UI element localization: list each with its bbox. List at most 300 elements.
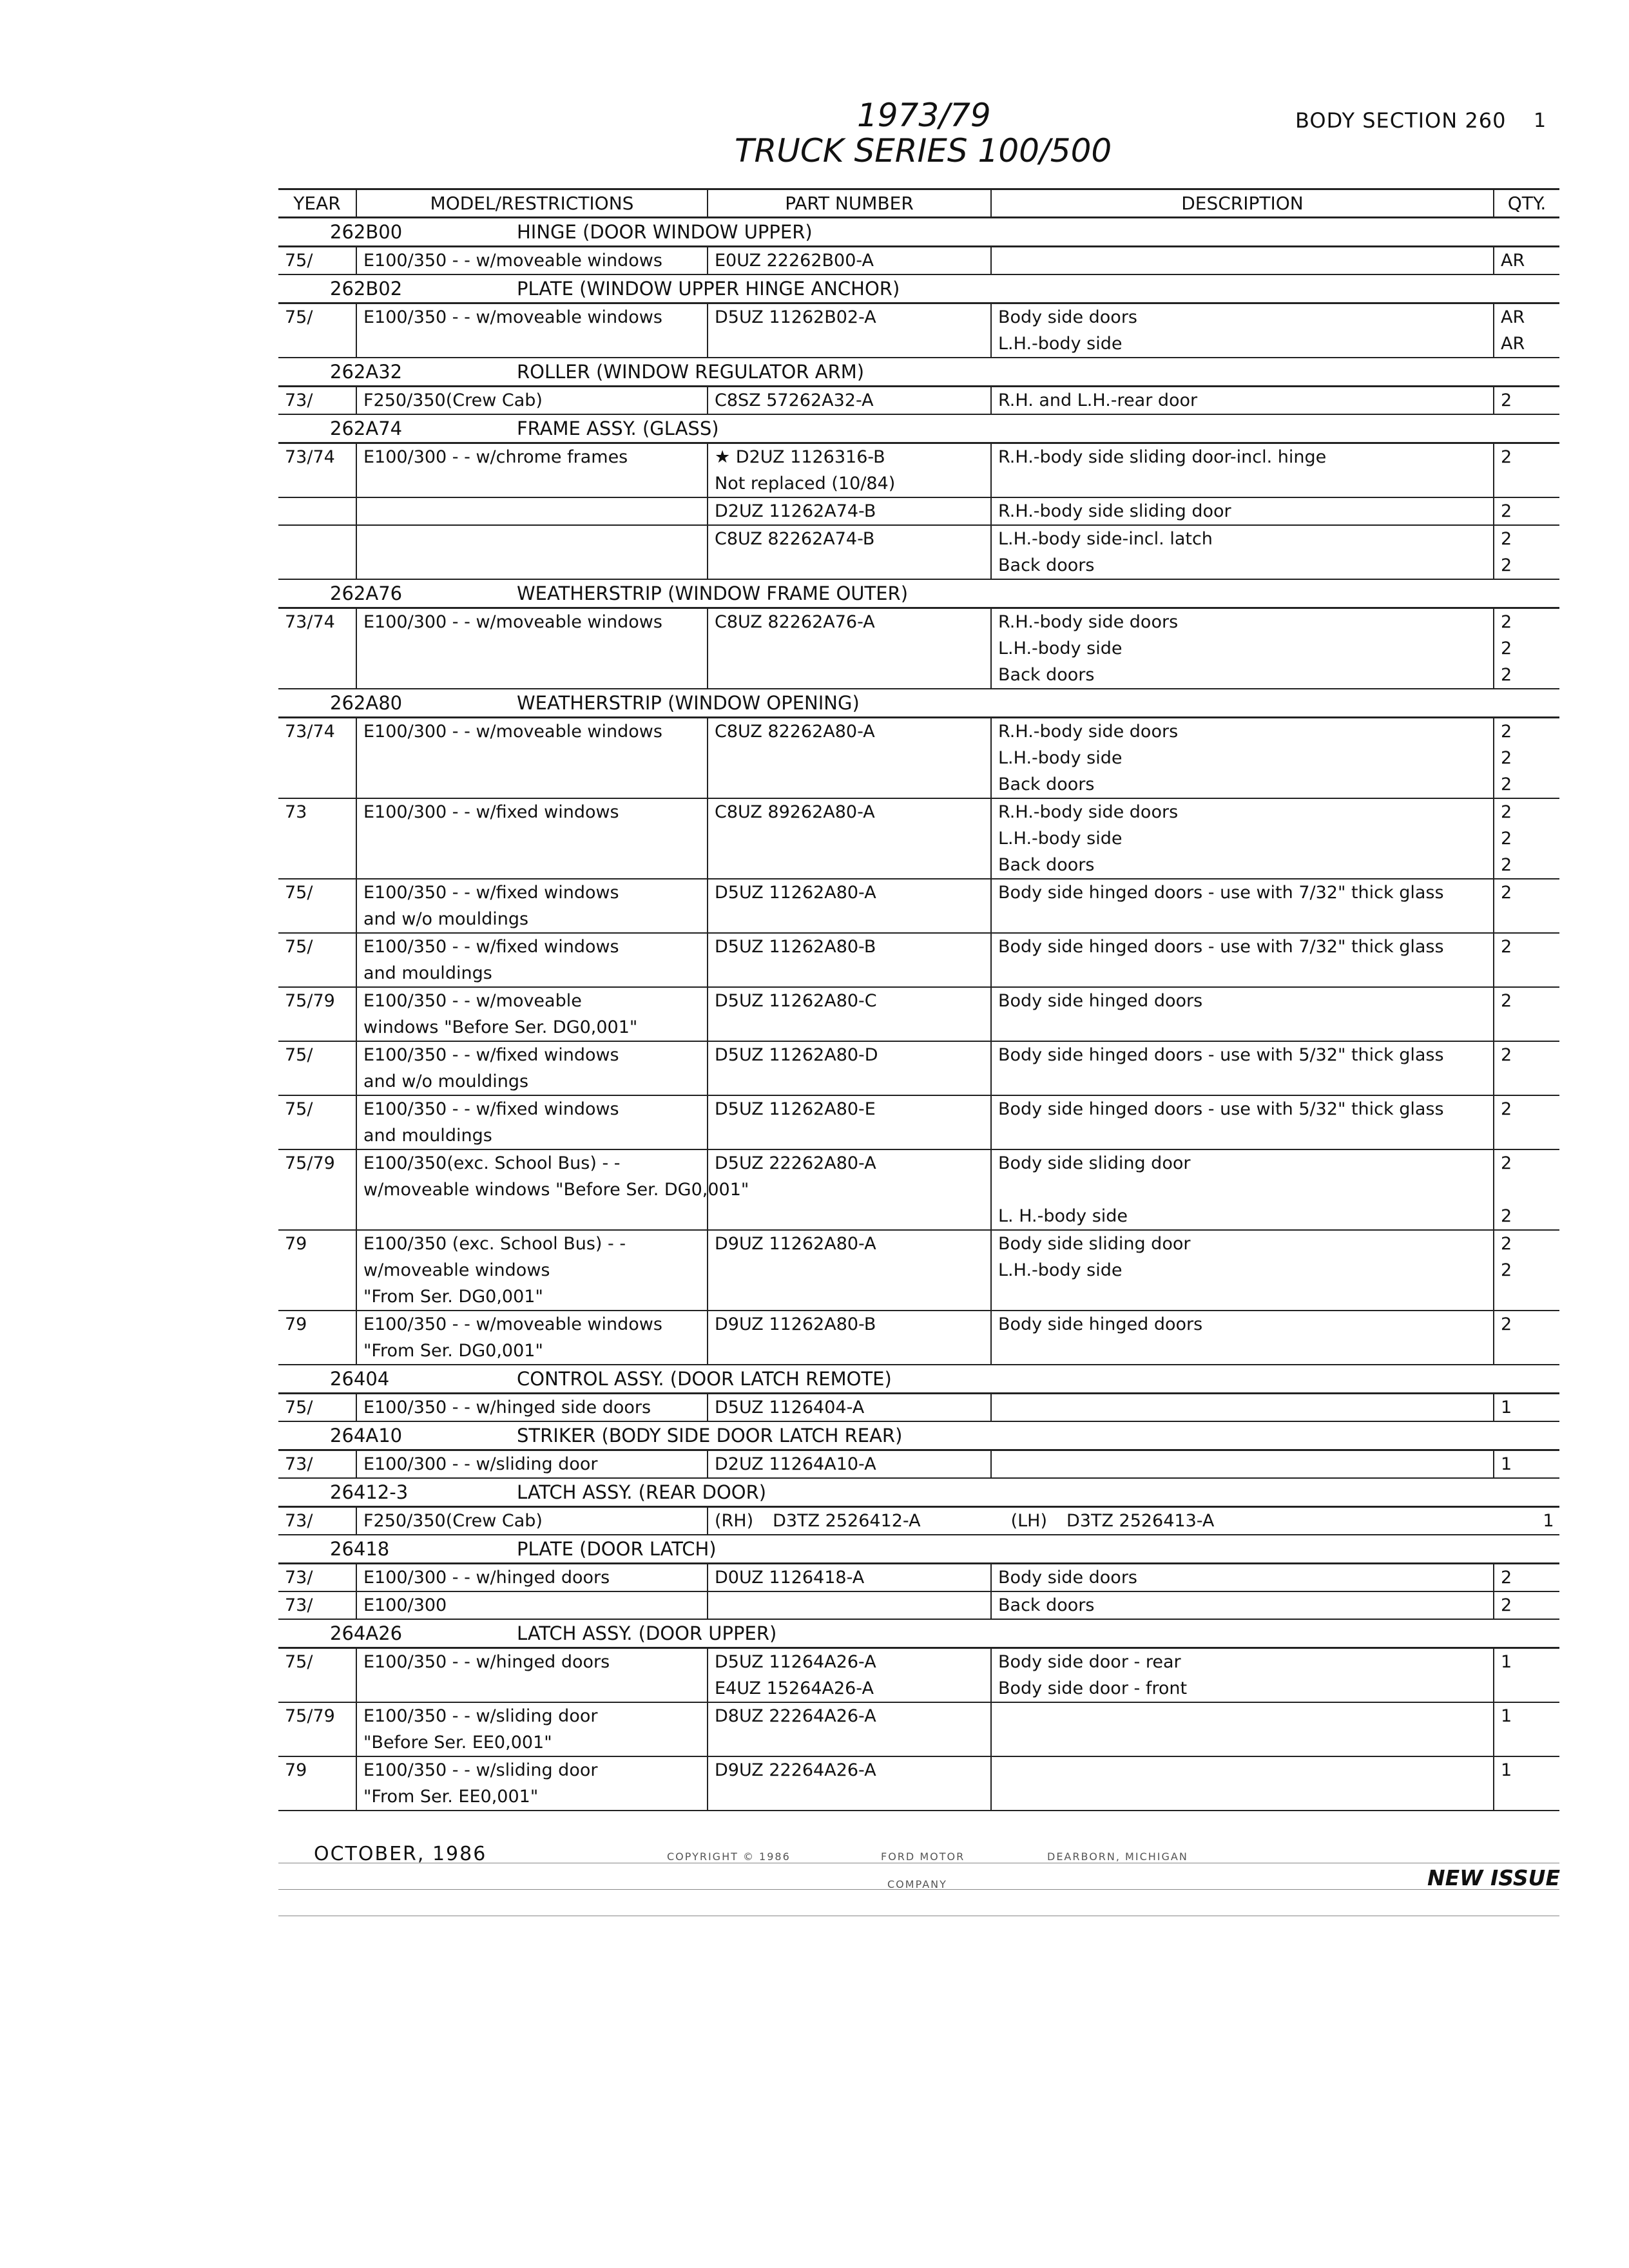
part-number-cell-line: [715, 960, 984, 986]
model-cell-line: [363, 771, 700, 798]
description-cell-line: Back doors: [998, 1595, 1095, 1615]
model-cell-line: [363, 552, 700, 579]
model-cell: [356, 1757, 707, 1810]
model-cell-line: "From Ser. DG0,001": [363, 1287, 543, 1307]
group-code: 26404: [330, 1368, 390, 1390]
model-cell: [356, 1096, 707, 1149]
description-cell-line: L.H.-body side: [998, 748, 1123, 768]
part-number-cell-line: D5UZ 22262A80-A: [715, 1153, 876, 1173]
group-code: 262B02: [330, 278, 403, 300]
model-cell-line: [363, 662, 700, 688]
year-cell: 73/: [285, 1595, 313, 1615]
year-cell: 75/79: [285, 1153, 335, 1173]
body-section-label: BODY SECTION 260: [1295, 108, 1507, 133]
model-cell-line: E100/300 - - w/moveable windows: [363, 722, 662, 742]
table-row: [278, 1231, 1559, 1311]
qty-cell: [1493, 1757, 1559, 1810]
model-cell-line: E100/350(exc. School Bus) - -: [363, 1153, 621, 1173]
qty-cell-line: 2: [1501, 722, 1512, 742]
part-number-cell: [707, 1150, 990, 1229]
qty-cell-line: 2: [1501, 665, 1512, 685]
part-number-cell-line: E4UZ 15264A26-A: [715, 1678, 874, 1698]
qty-cell-line: 2: [1501, 612, 1512, 632]
group-code: 262A32: [330, 361, 403, 383]
model-cell: [356, 526, 707, 579]
description-cell: [990, 799, 1493, 878]
qty-cell: 1: [1543, 1511, 1554, 1531]
description-cell-line: L.H.-body side-incl. latch: [998, 529, 1213, 549]
qty-cell-line: 2: [1501, 1234, 1512, 1254]
catalog-series: TRUCK SERIES 100/500: [735, 132, 1112, 169]
model-cell-line: [363, 825, 700, 852]
qty-cell-line: [1501, 1675, 1553, 1702]
qty-cell-line: 1: [1501, 1760, 1512, 1780]
model-cell-line: [363, 331, 700, 357]
table-row: [278, 1451, 1559, 1479]
part-number-cell: [707, 1311, 990, 1364]
table-row: [278, 1096, 1559, 1150]
part-number-cell-line: D5UZ 11262A80-A: [715, 883, 876, 903]
part-number-cell-line: [715, 1068, 984, 1095]
part-number-cell-line: ★ D2UZ 1126316-B: [715, 447, 885, 467]
model-cell: [356, 988, 707, 1041]
group-name: FRAME ASSY. (GLASS): [517, 418, 719, 439]
description-cell: [990, 1592, 1493, 1619]
part-number-cell: [707, 444, 990, 497]
group-header: [278, 358, 1559, 387]
model-cell: [356, 1703, 707, 1756]
description-cell-line: L.H.-body side: [998, 639, 1123, 658]
model-cell-line: E100/350 - - w/fixed windows: [363, 1045, 619, 1065]
table-row: [278, 1150, 1559, 1231]
description-cell: [990, 1703, 1493, 1756]
qty-cell-line: 2: [1501, 1568, 1512, 1588]
model-cell-line: E100/350 (exc. School Bus) - -: [363, 1234, 626, 1254]
qty-cell-line: AR: [1501, 334, 1525, 354]
model-cell-line: E100/300 - - w/chrome frames: [363, 447, 628, 467]
qty-cell-line: AR: [1501, 307, 1525, 327]
model-cell-line: E100/300 - - w/fixed windows: [363, 802, 619, 822]
part-number-cell-line: D2UZ 11264A10-A: [715, 1454, 876, 1474]
qty-cell-line: [1501, 1283, 1553, 1310]
part-number-cell-line: D9UZ 11262A80-A: [715, 1234, 876, 1254]
year-cell: 73/74: [285, 447, 335, 467]
model-cell-line: E100/300: [363, 1595, 447, 1615]
description-cell: [990, 718, 1493, 798]
part-number-cell-line: [715, 825, 984, 852]
table-row: [278, 988, 1559, 1042]
year-cell: 73/: [285, 390, 313, 410]
model-cell-line: and mouldings: [363, 963, 492, 983]
model-cell: [356, 498, 707, 524]
qty-cell-line: 2: [1501, 639, 1512, 658]
description-cell: [990, 609, 1493, 688]
description-cell-line: [998, 1703, 1487, 1729]
model-cell-line: E100/350 - - w/moveable windows: [363, 1314, 662, 1334]
group-header: [278, 1422, 1559, 1451]
qty-cell: [1493, 1649, 1559, 1702]
model-cell-line: "From Ser. DG0,001": [363, 1341, 543, 1361]
column-header-description: DESCRIPTION: [990, 190, 1493, 216]
description-cell: [990, 1649, 1493, 1702]
qty-cell-line: [1501, 1729, 1553, 1756]
part-number-cell: [707, 526, 990, 579]
year-cell: 75/: [285, 1099, 313, 1119]
issue-date: OCTOBER, 1986: [314, 1843, 487, 1865]
description-cell-line: Body side doors: [998, 307, 1137, 327]
year-cell: 75/: [285, 251, 313, 271]
qty-cell: [1493, 1042, 1559, 1095]
description-cell-line: [998, 247, 1487, 274]
description-cell: [990, 1394, 1493, 1421]
description-cell-line: [998, 1283, 1487, 1310]
table-row: [278, 1564, 1559, 1592]
description-cell: [990, 1096, 1493, 1149]
group-name: LATCH ASSY. (DOOR UPPER): [517, 1622, 777, 1644]
qty-cell-line: 2: [1501, 748, 1512, 768]
part-number-cell-line: [715, 771, 984, 798]
qty-cell: [1493, 988, 1559, 1041]
description-cell-line: Body side hinged doors - use with 5/32" thick glass: [998, 1099, 1444, 1119]
description-cell: [990, 1311, 1493, 1364]
company-name-line2: COMPANY: [887, 1878, 947, 1890]
group-name: STRIKER (BODY SIDE DOOR LATCH REAR): [517, 1425, 903, 1446]
description-cell-line: R.H.-body side doors: [998, 802, 1179, 822]
model-cell: [356, 718, 707, 798]
model-cell: [356, 387, 707, 414]
qty-cell: [1493, 799, 1559, 878]
description-cell-line: Body side doors: [998, 1568, 1137, 1588]
qty-cell: [1493, 1703, 1559, 1756]
description-cell-line: L. H.-body side: [998, 1206, 1128, 1226]
part-number-cell-line: C8UZ 82262A74-B: [715, 529, 875, 549]
description-cell-line: Body side door - front: [998, 1678, 1188, 1698]
table-row: [278, 1757, 1559, 1811]
qty-cell: [1493, 247, 1559, 274]
year-cell: 75/: [285, 1652, 313, 1672]
part-number-cell-line: [715, 1729, 984, 1756]
description-cell: [990, 444, 1493, 497]
table-row: [278, 526, 1559, 580]
model-cell-line: [363, 1203, 700, 1229]
group-header: [278, 1365, 1559, 1394]
group-header: [278, 580, 1559, 609]
part-number-cell-line: [715, 552, 984, 579]
table-row: [278, 799, 1559, 879]
part-number-cell-line: C8SZ 57262A32-A: [715, 390, 874, 410]
qty-cell-line: 2: [1501, 555, 1512, 575]
part-number-cell: [707, 387, 990, 414]
description-cell-line: R.H.-body side doors: [998, 722, 1179, 742]
model-cell-line: E100/350 - - w/fixed windows: [363, 883, 619, 903]
part-number-cell-line: Not replaced (10/84): [715, 474, 896, 494]
model-cell: [356, 1311, 707, 1364]
qty-cell: [1493, 498, 1559, 524]
part-number-cell-line: [715, 1203, 984, 1229]
table-row: [278, 444, 1559, 498]
part-number-cell-line: D5UZ 11262A80-D: [715, 1045, 878, 1065]
group-name: ROLLER (WINDOW REGULATOR ARM): [517, 361, 865, 383]
table-row: [278, 1394, 1559, 1422]
model-cell: [356, 1394, 707, 1421]
description-cell-line: Body side hinged doors - use with 7/32" thick glass: [998, 937, 1444, 957]
qty-cell: [1493, 934, 1559, 986]
part-number-cell: [707, 304, 990, 357]
qty-cell-line: 1: [1501, 1454, 1512, 1474]
part-number-cell-line: D9UZ 11262A80-B: [715, 1314, 876, 1334]
lh-label: (LH): [1010, 1511, 1047, 1531]
description-cell-line: L.H.-body side: [998, 829, 1123, 849]
description-cell: [990, 1757, 1493, 1810]
qty-cell: [1493, 1231, 1559, 1310]
issue-status: NEW ISSUE: [1427, 1865, 1561, 1890]
group-name: PLATE (WINDOW UPPER HINGE ANCHOR): [517, 278, 900, 300]
part-number-cell-line: [715, 1283, 984, 1310]
model-cell-line: and mouldings: [363, 1126, 492, 1146]
description-cell: [990, 387, 1493, 414]
part-number-cell: [707, 1703, 990, 1756]
model-cell-line: and w/o mouldings: [363, 909, 529, 929]
model-cell-line: w/moveable windows "Before Ser. DG0,001": [363, 1180, 749, 1200]
table-row: [278, 247, 1559, 275]
description-cell: [990, 1231, 1493, 1310]
qty-cell-line: [1501, 470, 1553, 497]
description-cell: [990, 1150, 1493, 1229]
description-cell-line: R.H.-body side doors: [998, 612, 1179, 632]
description-cell-line: [998, 906, 1487, 932]
qty-cell-line: 2: [1501, 1314, 1512, 1334]
model-cell-line: E100/300 - - w/hinged doors: [363, 1568, 610, 1588]
model-cell: [356, 1042, 707, 1095]
description-cell-line: Back doors: [998, 855, 1095, 875]
year-cell: 75/: [285, 1398, 313, 1418]
model-cell: [356, 934, 707, 986]
part-number-cell: [707, 1592, 990, 1619]
table-row: [278, 1592, 1559, 1620]
model-cell: [356, 799, 707, 878]
group-code: 262B00: [330, 221, 403, 243]
part-number-cell: [707, 247, 990, 274]
year-cell: 75/: [285, 1045, 313, 1065]
description-cell: [990, 1451, 1493, 1477]
group-header: [278, 415, 1559, 444]
part-number-cell-line: D0UZ 1126418-A: [715, 1568, 865, 1588]
year-cell: 73/: [285, 1568, 313, 1588]
year-cell: 79: [285, 1234, 307, 1254]
group-name: CONTROL ASSY. (DOOR LATCH REMOTE): [517, 1368, 892, 1390]
description-cell-line: [998, 1122, 1487, 1149]
part-number-cell: [707, 1096, 990, 1149]
qty-cell-line: [1501, 1783, 1553, 1810]
model-cell-line: "Before Ser. EE0,001": [363, 1733, 552, 1753]
spacer: [278, 1811, 1559, 1837]
group-name: WEATHERSTRIP (WINDOW FRAME OUTER): [517, 582, 909, 604]
qty-cell-line: 2: [1501, 991, 1512, 1011]
table-row: [278, 1311, 1559, 1365]
qty-cell-line: 2: [1501, 883, 1512, 903]
part-groups: [278, 218, 1559, 1479]
description-cell-line: [998, 1068, 1487, 1095]
group-header: [278, 689, 1559, 718]
column-header-model: MODEL/RESTRICTIONS: [356, 190, 707, 216]
qty-cell: [1493, 304, 1559, 357]
year-cell: [278, 498, 356, 524]
description-cell-line: [998, 1451, 1487, 1477]
model-cell-line: "From Ser. EE0,001": [363, 1787, 539, 1807]
catalog-years: 1973/79: [857, 97, 991, 134]
part-number-cell: [707, 718, 990, 798]
description-cell-line: [998, 1014, 1487, 1041]
year-cell: 73/: [285, 1511, 313, 1531]
model-cell-line: E100/350 - - w/moveable windows: [363, 307, 662, 327]
model-cell-line: E100/350 - - w/moveable windows: [363, 251, 662, 271]
description-cell-line: [998, 1757, 1487, 1783]
model-cell: [356, 444, 707, 497]
rh-label: (RH): [715, 1511, 754, 1531]
year-cell: 73/74: [285, 722, 335, 742]
group-code: 262A74: [330, 418, 403, 439]
model-cell: [356, 1451, 707, 1477]
description-cell-line: R.H.-body side sliding door-incl. hinge: [998, 447, 1327, 467]
qty-cell-line: 2: [1501, 1260, 1512, 1280]
part-number-cell: [707, 1231, 990, 1310]
model-cell: [356, 1231, 707, 1310]
description-cell-line: [998, 960, 1487, 986]
part-number-cell-line: C8UZ 82262A80-A: [715, 722, 875, 742]
qty-cell-line: 2: [1501, 1206, 1512, 1226]
group-name: LATCH ASSY. (REAR DOOR): [517, 1481, 767, 1503]
part-number-cell-line: C8UZ 89262A80-A: [715, 802, 875, 822]
qty-cell-line: 2: [1501, 390, 1512, 410]
description-cell-line: Body side door - rear: [998, 1652, 1181, 1672]
year-cell: 73/: [285, 1454, 313, 1474]
part-number-cell: [707, 609, 990, 688]
model-cell-line: [363, 498, 700, 524]
table-row: [278, 609, 1559, 689]
qty-cell: [1493, 1394, 1559, 1421]
description-cell-line: Body side hinged doors - use with 5/32" thick glass: [998, 1045, 1444, 1065]
model-cell-line: E100/350 - - w/moveable: [363, 991, 582, 1011]
year-cell: 79: [285, 1760, 307, 1780]
model-cell-line: w/moveable windows: [363, 1260, 550, 1280]
qty-cell-line: 2: [1501, 447, 1512, 467]
column-header-row: [278, 188, 1559, 218]
part-number-cell: [707, 1564, 990, 1591]
rh-part-number: D3TZ 2526412-A: [773, 1511, 921, 1531]
qty-cell: [1493, 1592, 1559, 1619]
group-header: [278, 1479, 1559, 1508]
qty-cell-line: 2: [1501, 529, 1512, 549]
qty-cell: [1493, 1564, 1559, 1591]
qty-cell-line: 2: [1501, 937, 1512, 957]
model-cell-line: E100/350 - - w/sliding door: [363, 1760, 598, 1780]
description-cell-line: Body side sliding door: [998, 1234, 1191, 1254]
year-cell: 75/79: [285, 991, 335, 1011]
model-cell: [356, 1592, 707, 1619]
description-cell-line: Body side hinged doors: [998, 991, 1203, 1011]
description-cell-line: L.H.-body side: [998, 1260, 1123, 1280]
qty-cell: [1493, 1451, 1559, 1477]
year-cell: 73: [285, 802, 307, 822]
company-city: DEARBORN, MICHIGAN: [1047, 1850, 1188, 1863]
part-number-cell-line: [715, 1592, 984, 1619]
part-number-cell: [707, 1394, 990, 1421]
qty-cell-line: [1501, 1177, 1553, 1203]
description-cell-line: Back doors: [998, 665, 1095, 685]
qty-cell-line: [1501, 1338, 1553, 1364]
group-code: 26418: [330, 1538, 390, 1560]
page-number: 1: [1534, 110, 1547, 132]
part-number-cell-line: C8UZ 82262A76-A: [715, 612, 875, 632]
model-cell: [356, 1564, 707, 1591]
column-header-part-number: PART NUMBER: [707, 190, 990, 216]
qty-cell-line: [1501, 906, 1553, 932]
copyright-notice: COPYRIGHT © 1986: [667, 1850, 791, 1863]
part-number-cell-line: D2UZ 11262A74-B: [715, 501, 876, 521]
table-row: [278, 1703, 1559, 1757]
qty-cell-line: 2: [1501, 1153, 1512, 1173]
description-cell-line: [998, 1338, 1487, 1364]
group-header: [278, 218, 1559, 247]
part-number-cell-line: D5UZ 1126404-A: [715, 1398, 865, 1418]
qty-cell-line: 2: [1501, 855, 1512, 875]
qty-cell-line: [1501, 1122, 1553, 1149]
qty-cell: [1493, 609, 1559, 688]
group-name: WEATHERSTRIP (WINDOW OPENING): [517, 692, 860, 714]
qty-cell-line: 2: [1501, 1099, 1512, 1119]
part-number-cell-line: E0UZ 22262B00-A: [715, 251, 874, 271]
description-cell-line: Back doors: [998, 774, 1095, 794]
model-cell: [356, 879, 707, 932]
description-cell-line: [998, 1729, 1487, 1756]
table-row: [278, 934, 1559, 988]
model-cell-line: [363, 526, 700, 552]
model-cell-line: E100/350 - - w/fixed windows: [363, 937, 619, 957]
part-number-cell-line: [715, 331, 984, 357]
year-cell: 79: [285, 1314, 307, 1334]
model-cell-line: [363, 470, 700, 497]
part-number-cell-line: [715, 1014, 984, 1041]
qty-cell-line: [1501, 1014, 1553, 1041]
model-cell: [356, 1150, 749, 1229]
qty-cell: [1493, 444, 1559, 497]
part-number-cell-line: [715, 852, 984, 878]
year-cell: 73/74: [285, 612, 335, 632]
qty-cell-line: 1: [1501, 1706, 1512, 1726]
part-number-cell-line: [715, 906, 984, 932]
description-cell-line: Back doors: [998, 555, 1095, 575]
model-cell-line: F250/350(Crew Cab): [363, 390, 543, 410]
model-cell: [356, 247, 707, 274]
model-cell-line: [363, 635, 700, 662]
model-cell-line: windows "Before Ser. DG0,001": [363, 1017, 638, 1037]
model-cell-line: and w/o mouldings: [363, 1072, 529, 1091]
description-cell-line: Body side hinged doors - use with 7/32" thick glass: [998, 883, 1444, 903]
qty-cell: [1493, 1096, 1559, 1149]
model-cell-line: [363, 852, 700, 878]
year-cell: 75/: [285, 307, 313, 327]
description-cell-line: R.H.-body side sliding door: [998, 501, 1231, 521]
part-number-cell: [707, 934, 990, 986]
description-cell: [990, 498, 1493, 524]
part-number-cell: [707, 1649, 990, 1702]
model-cell: [356, 1649, 707, 1702]
year-cell: 75/: [285, 883, 313, 903]
year-cell: [278, 526, 356, 579]
part-number-cell-line: [715, 662, 984, 688]
description-cell-line: [998, 1394, 1487, 1421]
description-cell: [990, 934, 1493, 986]
